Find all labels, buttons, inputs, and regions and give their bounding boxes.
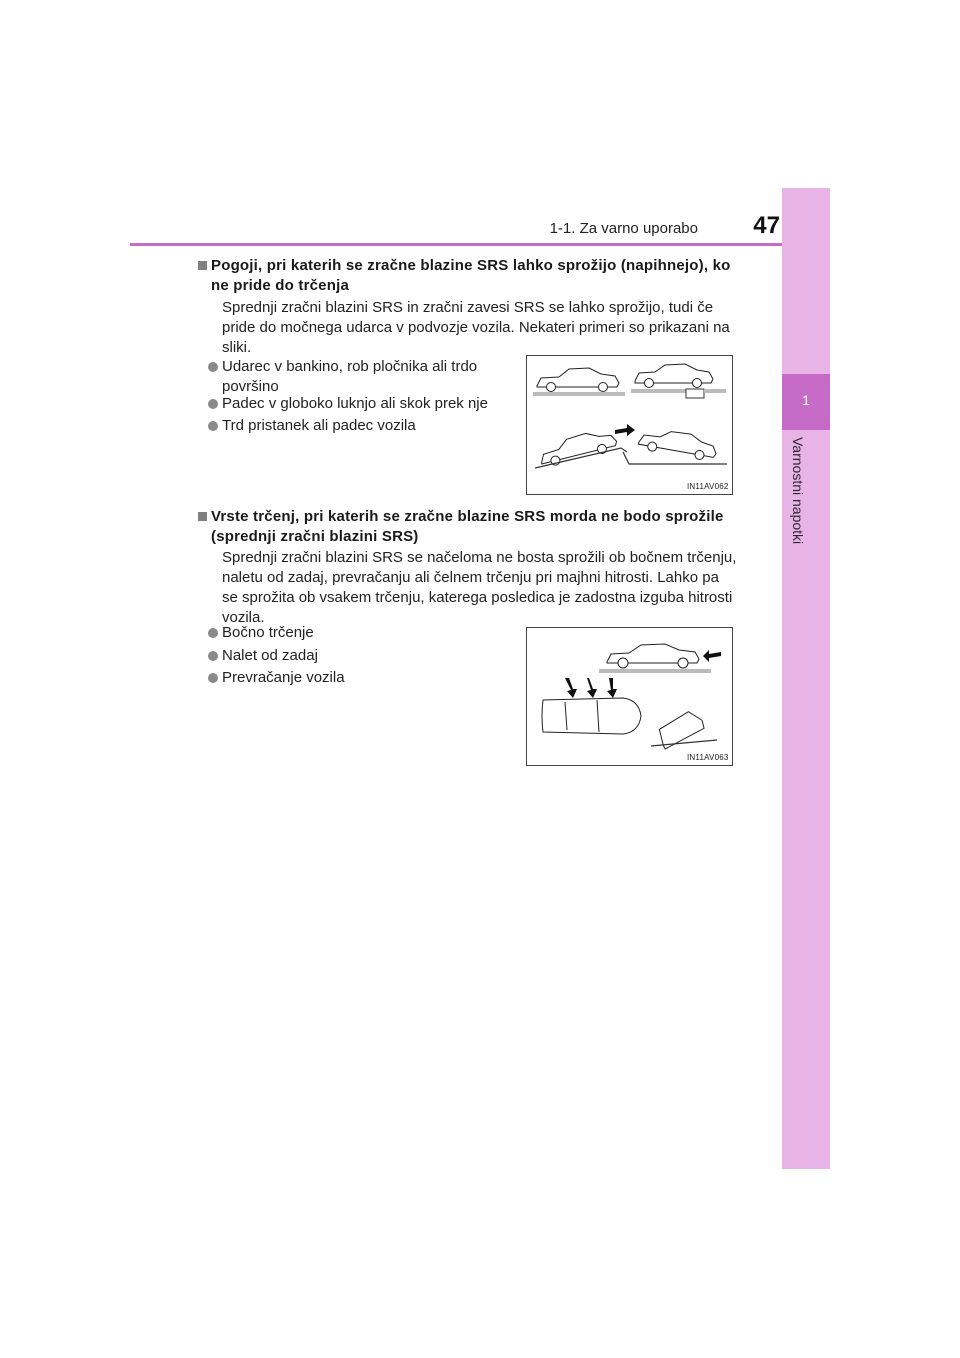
bullet-line: Udarec v bankino, rob pločnika ali trdo: [222, 358, 478, 375]
section-body: [222, 548, 747, 628]
header-rule: [130, 243, 830, 246]
bullet-item: [222, 623, 314, 643]
chapter-title: Varnostni napotki: [790, 437, 806, 545]
chapter-number: 1: [802, 392, 810, 408]
running-header: 1-1. Za varno uporabo: [549, 220, 698, 237]
chapter-side-tab: [782, 188, 830, 1169]
figure-code: IN11AV062: [687, 482, 729, 491]
illustration-undercarriage-impacts: [526, 355, 733, 495]
body-line: se sprožita ob vsakem trčenju, katerega posledica je zadostna izguba hitrosti: [222, 589, 733, 606]
section-heading-line: ne pride do trčenja: [211, 277, 349, 294]
section-heading: [211, 507, 747, 547]
bullet-item: [222, 357, 514, 397]
bullet-line: Trd pristanek ali padec vozila: [222, 417, 416, 434]
bullet-item: [222, 646, 318, 666]
section-heading: [211, 256, 747, 296]
car-impact-drawing: [527, 356, 732, 494]
body-line: sliki.: [222, 339, 252, 356]
section-heading-line: Pogoji, pri katerih se zračne blazine SRS lahko sprožijo (napihnejo), ko: [211, 257, 731, 274]
section-heading-line: Vrste trčenj, pri katerih se zračne blazine SRS morda ne bodo sprožile: [211, 508, 724, 525]
section-body: [222, 298, 747, 358]
body-line: Sprednji zračni blazini SRS se načeloma ne bosta sprožili ob bočnem trčenju,: [222, 549, 737, 566]
bullet-line: Prevračanje vozila: [222, 669, 345, 686]
bullet-line: Padec v globoko luknjo ali skok prek nje: [222, 395, 488, 412]
illustration-non-deployment-collisions: [526, 627, 733, 766]
bullet-line: površino: [222, 378, 279, 395]
bullet-line: Bočno trčenje: [222, 624, 314, 641]
body-line: naletu od zadaj, prevračanju ali čelnem trčenju pri majhni hitrosti. Lahko pa: [222, 569, 719, 586]
bullet-item: [222, 394, 488, 414]
bullet-item: [222, 668, 345, 688]
figure-code: IN11AV063: [687, 753, 729, 762]
bullet-line: Nalet od zadaj: [222, 647, 318, 664]
section-heading-line: (sprednji zračni blazini SRS): [211, 528, 419, 545]
body-line: pride do močnega udarca v podvozje vozila. Nekateri primeri so prikazani na: [222, 319, 730, 336]
bullet-item: [222, 416, 416, 436]
body-line: Sprednji zračni blazini SRS in zračni zavesi SRS se lahko sprožijo, tudi če: [222, 299, 714, 316]
body-line: vozila.: [222, 609, 265, 626]
collision-types-drawing: [527, 628, 732, 765]
page-number: 47: [753, 212, 780, 239]
